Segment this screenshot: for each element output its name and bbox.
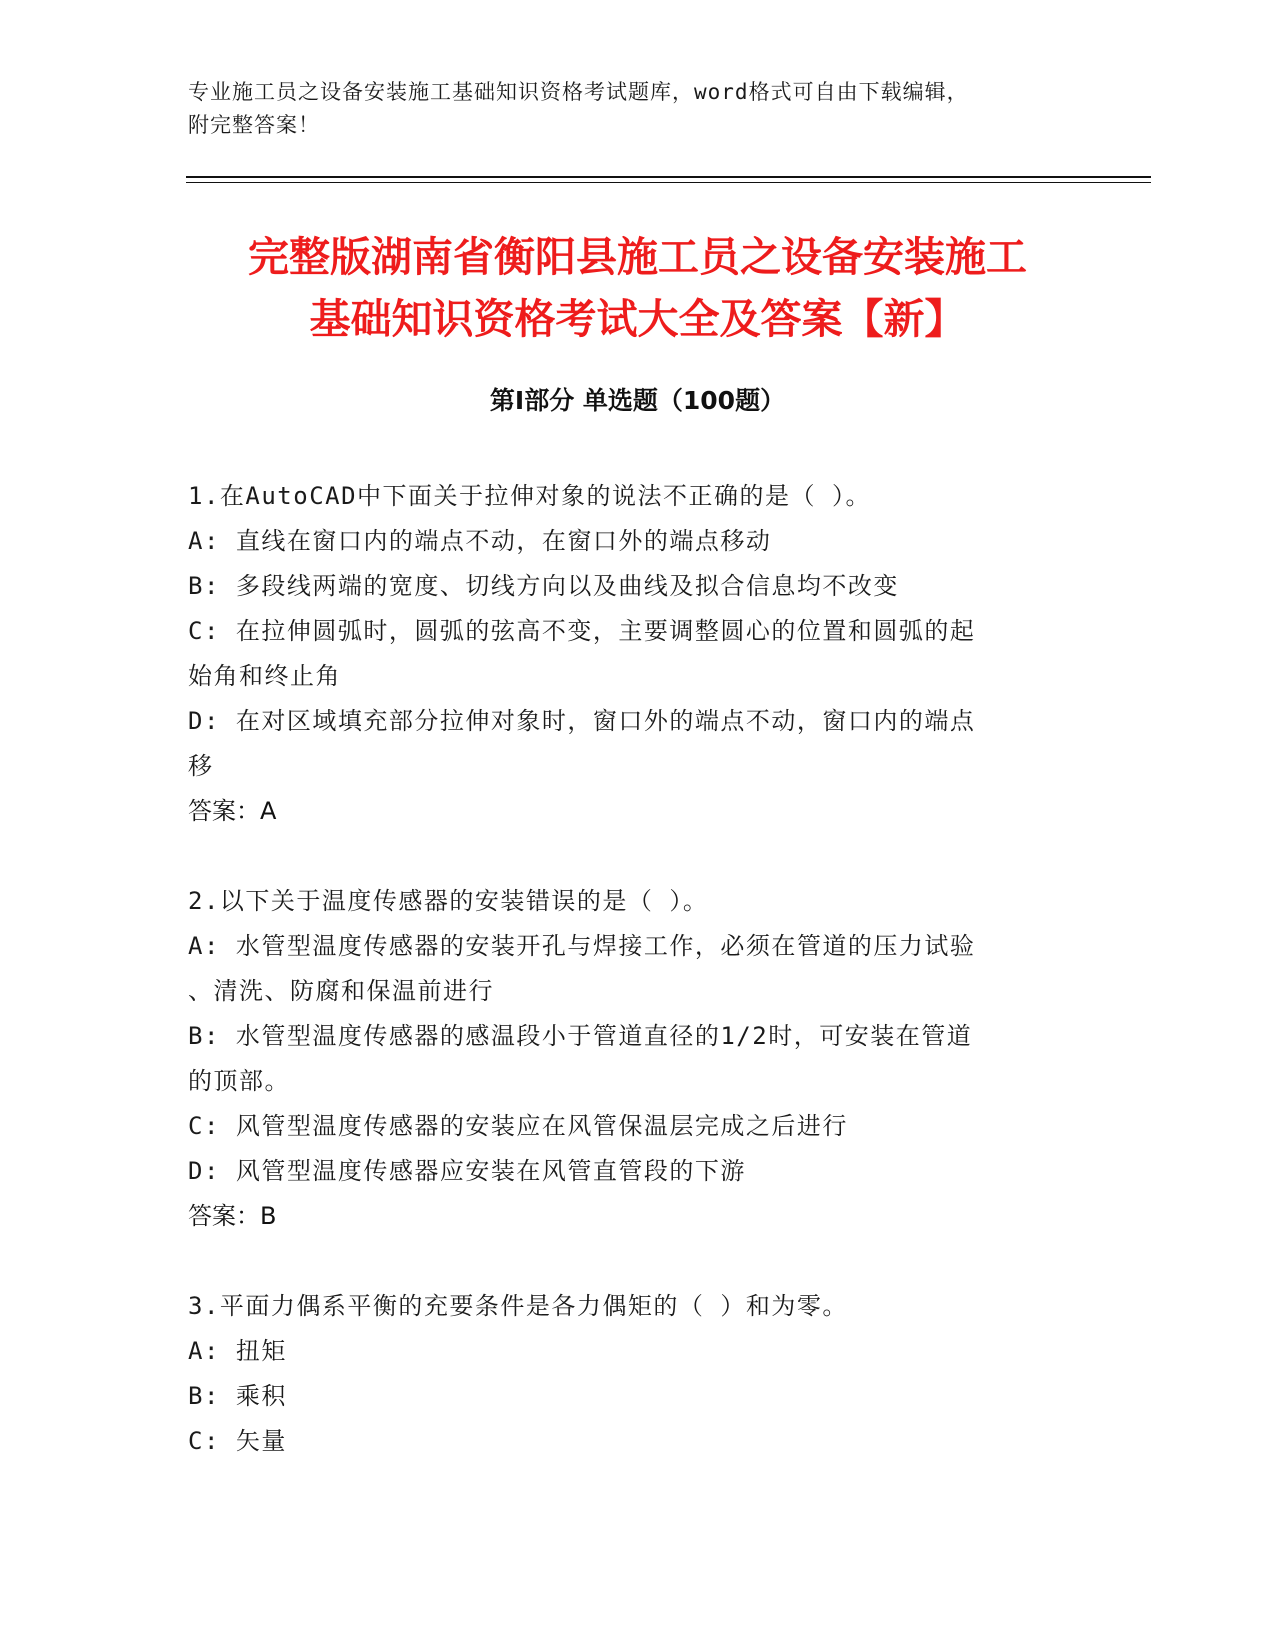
question-1 [188, 474, 1068, 834]
question-1-option-d-cont: 移 [188, 752, 214, 780]
question-1-answer: 答案：A [188, 797, 277, 825]
question-1-option-d: D: 在对区域填充部分拉伸对象时，窗口外的端点不动，窗口内的端点 [188, 707, 976, 735]
question-1-option-c: C: 在拉伸圆弧时，圆弧的弦高不变，主要调整圆心的位置和圆弧的起 [188, 617, 976, 645]
question-2 [188, 879, 1068, 1239]
question-1-option-a: A: 直线在窗口内的端点不动，在窗口外的端点移动 [188, 527, 772, 555]
question-3-option-b: B: 乘积 [188, 1382, 287, 1410]
question-3-option-a: A: 扭矩 [188, 1337, 287, 1365]
question-2-stem: 2.以下关于温度传感器的安装错误的是（ ）。 [188, 887, 709, 915]
question-2-answer: 答案：B [188, 1202, 277, 1230]
question-3 [188, 1284, 1068, 1464]
question-1-option-c-cont: 始角和终止角 [188, 662, 341, 690]
question-2-option-a-cont: 、清洗、防腐和保温前进行 [188, 977, 494, 1005]
document-title-line-2: 基础知识资格考试大全及答案【新】 [309, 295, 966, 343]
question-3-stem: 3.平面力偶系平衡的充要条件是各力偶矩的（ ）和为零。 [188, 1292, 848, 1320]
question-1-option-b: B: 多段线两端的宽度、切线方向以及曲线及拟合信息均不改变 [188, 572, 899, 600]
header-note [188, 76, 1088, 142]
header-divider-thick [186, 176, 1151, 178]
question-2-option-b-cont: 的顶部。 [188, 1067, 290, 1095]
question-list [188, 474, 1068, 1509]
document-title [150, 226, 1125, 350]
section-title: 第Ⅰ部分 单选题（100题） [489, 386, 786, 415]
question-1-stem: 1.在AutoCAD中下面关于拉伸对象的说法不正确的是（ ）。 [188, 482, 871, 510]
question-3-option-c: C: 矢量 [188, 1427, 287, 1455]
question-2-option-a: A: 水管型温度传感器的安装开孔与焊接工作，必须在管道的压力试验 [188, 932, 976, 960]
header-divider-thin [186, 182, 1151, 183]
question-2-option-b: B: 水管型温度传感器的感温段小于管道直径的1/2时，可安装在管道 [188, 1022, 973, 1050]
header-note-line-1: 专业施工员之设备安装施工基础知识资格考试题库，word格式可自由下载编辑， [188, 80, 969, 104]
document-title-line-1: 完整版湖南省衡阳县施工员之设备安装施工 [248, 233, 1027, 281]
question-2-option-d: D: 风管型温度传感器应安装在风管直管段的下游 [188, 1157, 746, 1185]
question-2-option-c: C: 风管型温度传感器的安装应在风管保温层完成之后进行 [188, 1112, 848, 1140]
header-note-line-2: 附完整答案！ [188, 113, 320, 137]
